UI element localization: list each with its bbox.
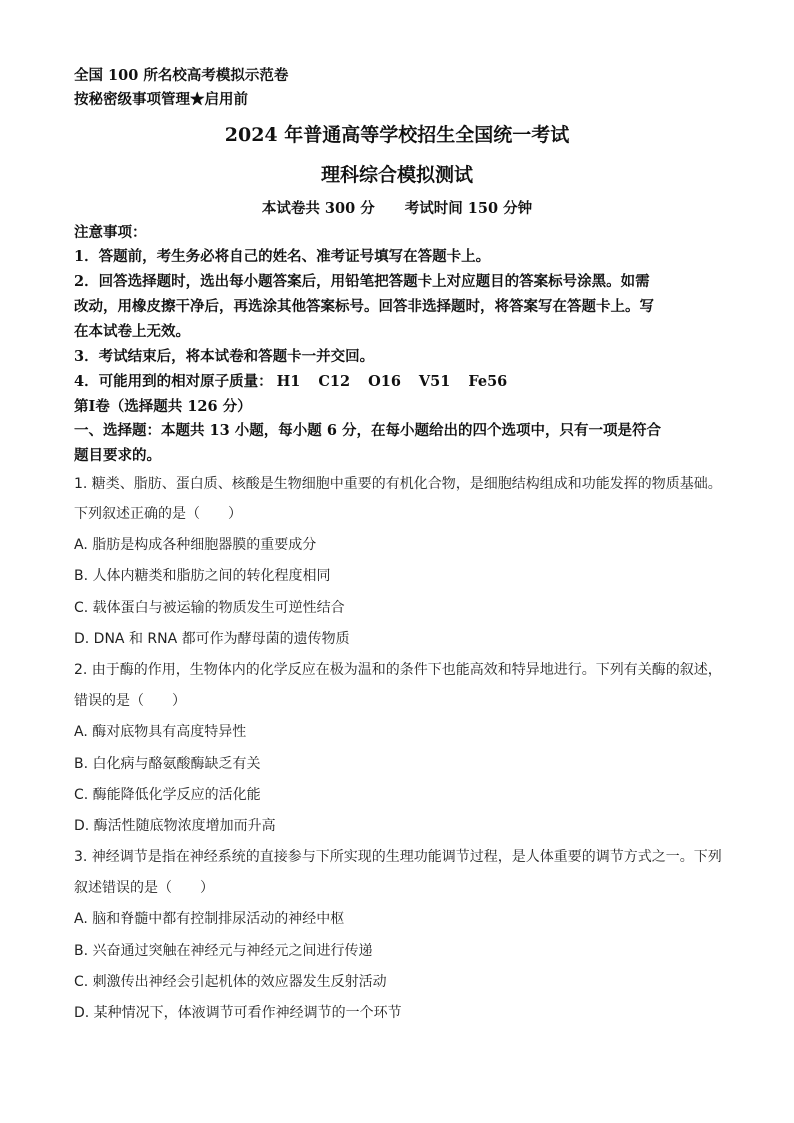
note-2-line2: 改动，用橡皮擦干净后，再选涂其他答案标号。回答非选择题时，将答案写在答题卡上。写: [74, 298, 654, 315]
question-2-option-c: C. 酶能降低化学反应的活化能: [74, 787, 261, 803]
question-3-option-c: C. 刺激传出神经会引起机体的效应器发生反射活动: [74, 974, 387, 990]
question-1-option-c: C. 载体蛋白与被运输的物质发生可逆性结合: [74, 600, 345, 616]
note-1: 1．答题前，考生务必将自己的姓名、准考证号填写在答题卡上。: [74, 248, 491, 265]
exam-info: [0, 197, 794, 218]
question-2-option-d: D. 酶活性随底物浓度增加而升高: [74, 818, 276, 834]
exam-subtitle: 理科综合模拟测试: [320, 164, 473, 186]
question-1-stem-line2: 下列叙述正确的是（ ）: [74, 506, 242, 522]
mass-fe: Fe56: [468, 373, 508, 390]
question-2-stem-line2: 错误的是（ ）: [74, 693, 186, 709]
question-1-option-d: D. DNA 和 RNA 都可作为酵母菌的遗传物质: [74, 631, 350, 647]
section-instruction-line2: 题目要求的。: [74, 447, 161, 464]
notes-heading: 注意事项：: [74, 224, 147, 241]
note-2-line3: 在本试卷上无效。: [74, 323, 190, 340]
question-3-option-b: B. 兴奋通过突触在神经元与神经元之间进行传递: [74, 943, 373, 959]
note-4-label: 4．可能用到的相对原子质量：: [74, 373, 273, 390]
exam-title: 2024 年普通高等学校招生全国统一考试: [224, 124, 570, 146]
note-4: [74, 370, 525, 391]
question-2-option-b: B. 白化病与酪氨酸酶缺乏有关: [74, 756, 261, 772]
question-1-stem-line1: 1. 糖类、脂肪、蛋白质、核酸是生物细胞中重要的有机化合物，是细胞结构组成和功能发挥的物质基础。: [74, 476, 722, 492]
mass-o: O16: [368, 373, 401, 390]
section-title: 第Ⅰ卷（选择题共 126 分）: [74, 398, 252, 415]
question-2-option-a: A. 酶对底物具有高度特异性: [74, 724, 247, 740]
question-3-stem-line1: 3. 神经调节是指在神经系统的直接参与下所实现的生理功能调节过程，是人体重要的调节方式之一。下列: [74, 849, 722, 865]
exam-time: 考试时间 150 分钟: [404, 200, 533, 217]
note-3: 3．考试结束后，将本试卷和答题卡一并交回。: [74, 348, 375, 365]
mass-h: H1: [276, 373, 301, 390]
mass-c: C12: [318, 373, 351, 390]
question-3-stem-line2: 叙述错误的是（ ）: [74, 880, 214, 896]
question-3-option-d: D. 某种情况下，体液调节可看作神经调节的一个环节: [74, 1005, 402, 1021]
header-secrecy: 按秘密级事项管理★启用前: [74, 91, 248, 108]
question-3-option-a: A. 脑和脊髓中都有控制排尿活动的神经中枢: [74, 911, 345, 927]
note-2-line1: 2．回答选择题时，选出每小题答案后，用铅笔把答题卡上对应题目的答案标号涂黑。如需: [74, 273, 650, 290]
mass-v: V51: [418, 373, 451, 390]
section-instruction-line1: 一、选择题：本题共 13 小题，每小题 6 分，在每小题给出的四个选项中，只有一项是符合: [74, 422, 661, 439]
question-2-stem-line1: 2. 由于酶的作用，生物体内的化学反应在极为温和的条件下也能高效和特异地进行。下列有关酶的叙述，: [74, 662, 722, 678]
question-1-option-a: A. 脂肪是构成各种细胞器膜的重要成分: [74, 537, 317, 553]
question-1-option-b: B. 人体内糖类和脂肪之间的转化程度相同: [74, 568, 331, 584]
exam-score: 本试卷共 300 分: [261, 200, 375, 217]
header-school: 全国 100 所名校高考模拟示范卷: [74, 67, 289, 84]
